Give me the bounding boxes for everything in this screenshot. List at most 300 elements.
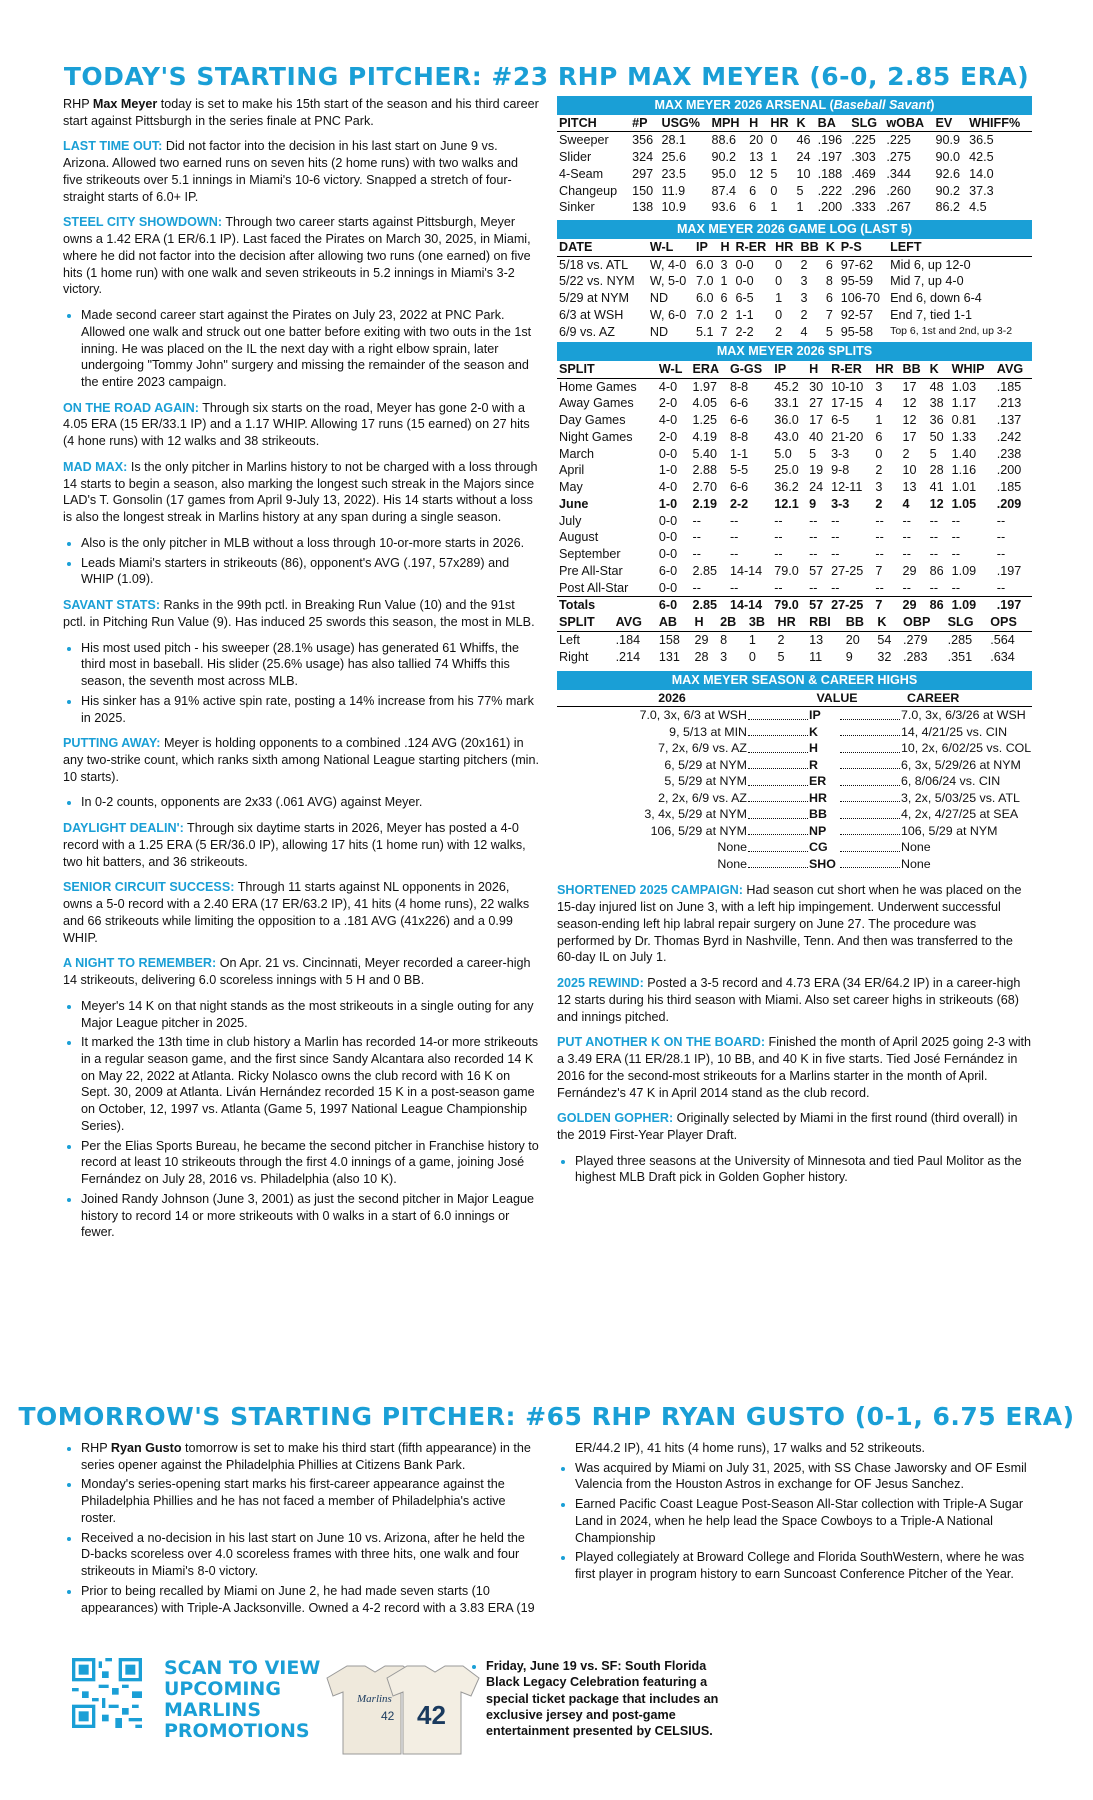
table-cell: -- bbox=[875, 547, 884, 562]
leader-dots bbox=[748, 790, 808, 803]
table-cell: Away Games bbox=[559, 396, 634, 411]
table-header-cell: BB bbox=[901, 361, 928, 378]
table-row bbox=[557, 446, 1032, 463]
table-cell: 30 bbox=[809, 379, 824, 394]
table-row bbox=[557, 378, 1032, 395]
table-cell: 12 bbox=[749, 166, 764, 181]
highs-stat: BB bbox=[809, 807, 827, 822]
section-bullets bbox=[557, 1153, 1032, 1186]
table-cell: 12 bbox=[902, 396, 917, 411]
table-cell: 33.1 bbox=[774, 396, 799, 411]
table-cell: .242 bbox=[996, 429, 1022, 444]
section-lead: MAD MAX: bbox=[63, 459, 128, 474]
bullet-item: • It marked the 13th time in club history a Marlin has recorded 14-or more strikeouts in a regular season game, and the first since Sandy Alcantara also recorded 14 K on May 22, 2022 at Atlanta. Ricky Nolasco owns the club record with 16 K on Sept. 30, 2009 at Atlanta. Liván Hernández recorded 15 K in a post-season game on October, 12, 1997 vs. Atlanta (Game 5, 1997 National League Championship Series). bbox=[81, 1034, 541, 1134]
table-cell: 8 bbox=[825, 274, 833, 289]
table-cell: .260 bbox=[886, 183, 911, 198]
leader-dots bbox=[748, 806, 808, 819]
table-row bbox=[557, 649, 1032, 666]
section-paragraph bbox=[63, 459, 541, 526]
table-cell: 6 bbox=[825, 257, 833, 272]
table-cell: .238 bbox=[996, 446, 1022, 461]
table-header-cell: SPLIT bbox=[557, 614, 614, 631]
table-header-cell: H bbox=[692, 614, 718, 631]
section-lead: PUT ANOTHER K ON THE BOARD: bbox=[557, 1035, 766, 1050]
table-cell: .344 bbox=[886, 166, 911, 181]
table-cell: 2 bbox=[775, 324, 783, 339]
table-cell: -- bbox=[774, 580, 783, 595]
highs-stat: K bbox=[809, 724, 818, 739]
highs-header bbox=[557, 690, 1032, 708]
table-cell: -- bbox=[729, 580, 739, 595]
table-cell: -- bbox=[692, 547, 701, 562]
table-cell: 29 bbox=[902, 563, 917, 578]
table-cell: .185 bbox=[996, 379, 1022, 394]
bullet-text: tomorrow is set to make his third start (fifth appearance) in the series opener against the Philadelphia Phillies at Citizens Bank Park. bbox=[81, 1441, 531, 1472]
table-cell: 90.2 bbox=[935, 183, 961, 198]
bullet-item: • Meyer's 14 K on that night stands as the most strikeouts in a single outing for any Major League pitcher in 2025. bbox=[81, 998, 541, 1031]
section-paragraph bbox=[63, 400, 541, 450]
table-cell: 27-25 bbox=[831, 563, 864, 578]
highs-season: 7, 2x, 6/9 vs. AZ bbox=[658, 741, 747, 756]
table-cell: 0 bbox=[770, 133, 778, 148]
table-cell: .185 bbox=[996, 480, 1022, 495]
arsenal-table bbox=[557, 115, 1032, 216]
table-cell: .279 bbox=[903, 632, 928, 647]
table-cell: September bbox=[559, 547, 621, 562]
table-cell: .275 bbox=[886, 150, 911, 165]
bullet-item: • In 0-2 counts, opponents are 2x33 (.061 AVG) against Meyer. bbox=[81, 794, 541, 811]
section-text: Through 11 starts against NL opponents in 2026, owns a 5-0 record with a 2.40 ERA (17 ER/63.2 IP), 41 hits (4 home runs), 22 walks and 66 strikeouts while limiting the opposition to a .181 AVG (41x226) and a 0.99 WHIP. bbox=[63, 880, 530, 945]
highs-header-season: 2026 bbox=[658, 690, 686, 705]
table-cell: -- bbox=[692, 580, 701, 595]
leader-dots bbox=[748, 757, 808, 770]
highs-career: 3, 2x, 5/03/25 vs. ATL bbox=[901, 790, 1020, 805]
table-cell: August bbox=[559, 530, 599, 545]
table-cell: 1-0 bbox=[658, 496, 678, 511]
table-cell: 2-0 bbox=[658, 429, 678, 444]
table-cell: 27-25 bbox=[829, 597, 873, 614]
table-header-cell: R-ER bbox=[829, 361, 873, 378]
highs-stat: HR bbox=[809, 790, 827, 805]
table-cell: 36.5 bbox=[969, 133, 994, 148]
table-row bbox=[557, 462, 1032, 479]
section-paragraph bbox=[63, 214, 541, 298]
table-cell: .184 bbox=[615, 632, 641, 647]
table-cell: 4 bbox=[902, 496, 910, 511]
leader-dots bbox=[748, 823, 808, 836]
table-cell: 6 bbox=[749, 200, 757, 215]
section-bullets bbox=[63, 307, 541, 391]
table-cell: 13 bbox=[809, 632, 824, 647]
table-row bbox=[557, 631, 1032, 648]
tomorrow-bullet bbox=[81, 1476, 541, 1526]
highs-stat: CG bbox=[809, 840, 828, 855]
scan-line: MARLINS bbox=[164, 1698, 262, 1721]
table-cell: 12.1 bbox=[774, 496, 799, 511]
table-cell: Totals bbox=[557, 597, 657, 614]
table-row bbox=[557, 563, 1032, 580]
table-cell: -- bbox=[831, 580, 840, 595]
table-cell: 1.03 bbox=[951, 379, 977, 394]
table-header-row bbox=[557, 239, 1032, 256]
table-cell: 2-0 bbox=[658, 396, 678, 411]
table-cell: 54 bbox=[877, 632, 892, 647]
table-cell: 4.19 bbox=[692, 429, 718, 444]
leader-dots bbox=[748, 740, 808, 753]
table-cell: 11 bbox=[809, 649, 823, 664]
table-row bbox=[557, 546, 1032, 563]
leader-dots bbox=[748, 839, 808, 852]
highs-stat: SHO bbox=[809, 856, 836, 871]
table-cell: 5/18 vs. ATL bbox=[559, 257, 629, 272]
table-cell: March bbox=[559, 446, 594, 461]
table-header-cell: 2B bbox=[718, 614, 747, 631]
section-paragraph bbox=[557, 975, 1032, 1025]
table-header-cell: HR bbox=[773, 239, 798, 256]
bullet-text: Received a no-decision in his last start on June 10 vs. Arizona, after he held the D-backs scoreless over 4.0 scoreless frames with three hits, one walk and four strikeouts in Miami's 8-0 victory. bbox=[81, 1530, 525, 1579]
table-row bbox=[557, 256, 1032, 273]
table-cell: Slider bbox=[559, 150, 592, 165]
table-header-row bbox=[557, 361, 1032, 378]
table-cell: 42.5 bbox=[969, 150, 994, 165]
table-cell: April bbox=[559, 463, 585, 478]
table-cell: 36.2 bbox=[774, 480, 799, 495]
section-lead: PUTTING AWAY: bbox=[63, 736, 161, 751]
table-cell: .303 bbox=[851, 150, 876, 165]
table-cell: 86 bbox=[929, 563, 944, 578]
table-cell: 90.0 bbox=[935, 150, 961, 165]
table-cell: 2-2 bbox=[729, 496, 749, 511]
table-cell: 46 bbox=[796, 133, 811, 148]
table-cell: 25.0 bbox=[774, 463, 799, 478]
table-cell: 0 bbox=[875, 446, 883, 461]
scan-line: UPCOMING bbox=[164, 1677, 281, 1700]
table-cell: 1.16 bbox=[951, 463, 977, 478]
table-header-cell: LEFT bbox=[888, 239, 1032, 256]
table-cell: .197 bbox=[996, 563, 1022, 578]
section-text: Through two career starts against Pittsburgh, Meyer owns a 1.42 ERA (1 ER/6.1 IP). Last faced the Pirates on March 30, 2025, in Miami, where he did not factor into the decision after allowing two runs (one earned) on five hits (1 home run) with one walk and seven strikeouts in 5.2 innings in Miami's 3-2 victory. bbox=[63, 215, 531, 297]
table-cell: -- bbox=[902, 547, 911, 562]
table-header-cell: G-GS bbox=[728, 361, 772, 378]
section-bullets bbox=[63, 794, 541, 811]
table-cell: 1 bbox=[748, 632, 756, 647]
table-cell: -- bbox=[996, 547, 1006, 562]
table-header-cell: AVG bbox=[995, 361, 1032, 378]
table-cell: 19 bbox=[809, 463, 824, 478]
tomorrow-pitcher-title: TOMORROW'S STARTING PITCHER: #65 RHP RYAN GUSTO (0-1, 6.75 ERA) bbox=[18, 1402, 1075, 1431]
highs-career: 4, 2x, 4/27/25 at SEA bbox=[901, 807, 1019, 822]
promo-event-text bbox=[472, 1658, 732, 1743]
table-cell: 5 bbox=[825, 324, 833, 339]
table-header-cell: USG% bbox=[660, 115, 710, 132]
table-cell: 43.0 bbox=[774, 429, 799, 444]
table-cell: 32 bbox=[877, 649, 892, 664]
right-column bbox=[557, 96, 1032, 1195]
table-cell: 3-3 bbox=[831, 496, 850, 511]
table-cell: 6-6 bbox=[729, 396, 749, 411]
table-cell: .137 bbox=[996, 413, 1022, 428]
highs-row bbox=[557, 773, 1032, 790]
table-cell: 14.0 bbox=[969, 166, 994, 181]
table-cell: Sweeper bbox=[559, 133, 609, 148]
table-cell: -- bbox=[902, 530, 911, 545]
table-cell: 0-0 bbox=[735, 274, 754, 289]
highs-row bbox=[557, 856, 1032, 873]
highs-season: None bbox=[717, 856, 747, 871]
table-cell: 24 bbox=[809, 480, 824, 495]
highs-row bbox=[557, 724, 1032, 741]
table-cell: W, 6-0 bbox=[649, 307, 687, 322]
jersey-right-number: 42 bbox=[417, 1700, 446, 1730]
table-cell: -- bbox=[875, 513, 884, 528]
highs-row bbox=[557, 839, 1032, 856]
table-cell: 1.17 bbox=[951, 396, 977, 411]
table-cell: 4 bbox=[800, 324, 808, 339]
table-cell: 95.0 bbox=[711, 166, 737, 181]
table-cell: 1.40 bbox=[951, 446, 977, 461]
table-cell: 50 bbox=[929, 429, 944, 444]
table-cell: Post All-Star bbox=[559, 580, 629, 595]
table-cell: 0 bbox=[775, 257, 783, 272]
highs-season: 7.0, 3x, 6/3 at WSH bbox=[639, 708, 747, 723]
table-cell: Night Games bbox=[559, 429, 633, 444]
table-cell: 36 bbox=[929, 413, 944, 428]
table-cell: .225 bbox=[886, 133, 911, 148]
table-cell: 17 bbox=[902, 429, 917, 444]
table-cell: 12 bbox=[902, 413, 917, 428]
table-cell: -- bbox=[902, 580, 911, 595]
section-text: Meyer is holding opponents to a combined .124 AVG (20x161) in any two-strike count, which ranks sixth among National League starting pitchers (min. 10 starts). bbox=[63, 736, 539, 784]
table-cell: 4.05 bbox=[692, 396, 718, 411]
leader-dots bbox=[748, 707, 808, 720]
leader-dots bbox=[840, 856, 900, 869]
table-header-cell: HR bbox=[768, 115, 794, 132]
highs-row bbox=[557, 707, 1032, 724]
table-cell: 3 bbox=[875, 480, 883, 495]
table-cell: 0-0 bbox=[735, 257, 754, 272]
table-cell: 95-59 bbox=[840, 274, 873, 289]
intro-paragraph bbox=[63, 96, 541, 129]
table-cell: 6-5 bbox=[735, 291, 754, 306]
table-cell: 12 bbox=[929, 496, 944, 511]
section-paragraph bbox=[63, 820, 541, 870]
table-cell: 5 bbox=[796, 183, 804, 198]
table-header-cell: H bbox=[719, 239, 734, 256]
table-cell: 9-8 bbox=[831, 463, 850, 478]
table-header-cell: DATE bbox=[557, 239, 648, 256]
table-cell: 2 bbox=[875, 463, 883, 478]
table-row bbox=[557, 496, 1032, 513]
table-cell: End 6, down 6-4 bbox=[890, 291, 982, 306]
table-cell: 1.33 bbox=[951, 429, 977, 444]
table-cell: 14-14 bbox=[729, 563, 763, 578]
left-column bbox=[63, 96, 541, 1250]
table-cell: 29 bbox=[694, 632, 709, 647]
bullet-item: • His most used pitch - his sweeper (28.1% usage) has generated 61 Whiffs, the third most in baseball. His slider (25.6% usage) has also tallied 74 Whiffs this season, the seventh most across MLB. bbox=[81, 640, 541, 690]
table-cell: 21-20 bbox=[831, 429, 864, 444]
leader-dots bbox=[840, 823, 900, 836]
table-cell: -- bbox=[729, 547, 739, 562]
section-text: Posted a 3-5 record and 4.73 ERA (34 ER/64.2 IP) in a career-high 12 starts during his third season with Miami. Also set career highs in strikeouts (68) and innings pitched. bbox=[557, 976, 1021, 1024]
section-lead: SENIOR CIRCUIT SUCCESS: bbox=[63, 880, 235, 895]
table-cell: .469 bbox=[851, 166, 876, 181]
section-paragraph bbox=[63, 138, 541, 205]
table-header-cell: HR bbox=[873, 361, 900, 378]
table-cell: 5-5 bbox=[729, 463, 749, 478]
leader-dots bbox=[748, 724, 808, 737]
table-cell: 2.85 bbox=[692, 563, 718, 578]
table-cell: 36.0 bbox=[774, 413, 799, 428]
table-cell: 2 bbox=[720, 307, 728, 322]
table-cell: -- bbox=[831, 530, 840, 545]
section-bullets bbox=[63, 640, 541, 727]
table-cell: W, 4-0 bbox=[649, 257, 687, 272]
highs-list bbox=[557, 690, 1032, 873]
bullet-item: • Leads Miami's starters in strikeouts (86), opponent's AVG (.197, 57x289) and WHIP (1.09). bbox=[81, 555, 541, 588]
table-cell: -- bbox=[996, 530, 1006, 545]
section-text: Is the only pitcher in Marlins history to not be charged with a loss through 14 starts to begin a season, also marking the longest such streak in the Majors since LAD's T. Gonsolin (17 games from April 9-July 13, 2022). His 14 starts without a loss is also the longest streak in Marlins history at any span during a single season. bbox=[63, 459, 538, 525]
table-cell: 0 bbox=[775, 307, 783, 322]
tomorrow-bullet: • Earned Pacific Coast League Post-Season All-Star collection with Triple-A Sugar Land in 2024, when he help lead the Space Cowboys to a Triple-A National Championship bbox=[575, 1496, 1033, 1546]
table-cell: 131 bbox=[658, 649, 680, 664]
table-cell: 2-2 bbox=[735, 324, 754, 339]
table-cell: 92.6 bbox=[935, 166, 961, 181]
table-cell: 87.4 bbox=[711, 183, 737, 198]
tomorrow-left bbox=[63, 1440, 541, 1619]
table-cell: 1.05 bbox=[951, 496, 977, 511]
tomorrow-right bbox=[557, 1440, 1033, 1586]
table-cell: 6 bbox=[720, 291, 728, 306]
table-cell: 38 bbox=[929, 396, 944, 411]
highs-season: 106, 5/29 at NYM bbox=[650, 823, 747, 838]
section-text: Originally selected by Miami in the first round (third overall) in the 2019 First-Year Player Draft. bbox=[557, 1111, 1018, 1143]
table-cell: Sinker bbox=[559, 200, 595, 215]
table-cell: 0-0 bbox=[658, 513, 678, 528]
table-cell: 3 bbox=[720, 649, 728, 664]
table-cell: 324 bbox=[632, 150, 654, 165]
section-text: Did not factor into the decision in his last start on June 9 vs. Arizona. Allowed two earned runs on seven hits (2 home runs) with two walks and five strikeouts over 5.1 innings in Miami's 10-6 victory. Snapped a stretch of four-straight starts of 6.0+ IP. bbox=[63, 139, 519, 204]
table-cell: 40 bbox=[809, 429, 824, 444]
table-header-cell: 3B bbox=[747, 614, 776, 631]
table-cell: 4-0 bbox=[658, 413, 678, 428]
table-cell: 9 bbox=[845, 649, 853, 664]
table-row bbox=[557, 479, 1032, 496]
highs-career: 7.0, 3x, 6/3/26 at WSH bbox=[901, 708, 1026, 723]
table-cell: ND bbox=[649, 291, 669, 306]
table-cell: .197 bbox=[817, 150, 843, 165]
table-cell: 5.0 bbox=[774, 446, 792, 461]
table-cell: -- bbox=[729, 513, 739, 528]
section-paragraph bbox=[63, 735, 541, 785]
table-cell: 1.09 bbox=[950, 597, 995, 614]
highs-stat: H bbox=[809, 741, 818, 756]
table-cell: 4-0 bbox=[658, 379, 678, 394]
table-cell: 95-58 bbox=[840, 324, 873, 339]
table-cell: 6 bbox=[875, 429, 883, 444]
table-cell: 6-6 bbox=[729, 413, 749, 428]
bullet-item: • Per the Elias Sports Bureau, he became the second pitcher in Franchise history to record at least 10 strikeouts through the first 4.0 innings of a game, joining José Fernández on July 28, 2016 vs. Philadelphia (also 10 K). bbox=[81, 1138, 541, 1188]
table-cell: .296 bbox=[851, 183, 876, 198]
highs-row bbox=[557, 823, 1032, 840]
table-cell: 7 bbox=[873, 597, 900, 614]
table-cell: 13 bbox=[902, 480, 917, 495]
table-cell: 2 bbox=[800, 257, 808, 272]
highs-season: None bbox=[717, 840, 747, 855]
table-cell: 2 bbox=[777, 632, 785, 647]
leader-dots bbox=[840, 790, 900, 803]
left-sections bbox=[63, 138, 541, 1241]
bullet-text: Monday's series-opening start marks his first-career appearance against the Philadelphia Phillies and he has not faced a member of Philadelphia's active roster. bbox=[81, 1477, 506, 1525]
table-cell: 1 bbox=[775, 291, 783, 306]
table-cell: 6-0 bbox=[657, 597, 691, 614]
table-cell: 20 bbox=[749, 133, 764, 148]
table-header-cell: WHIFF% bbox=[967, 115, 1032, 132]
promo-event: • Friday, June 19 vs. SF: South Florida Black Legacy Celebration featuring a special ticket package that includes an exclusive jersey and post-game entertainment presented by CELSIUS. bbox=[486, 1658, 732, 1740]
table-cell: 0.81 bbox=[951, 413, 977, 428]
qr-code-icon[interactable] bbox=[72, 1658, 142, 1728]
table-cell: .222 bbox=[817, 183, 843, 198]
highs-season: 6, 5/29 at NYM bbox=[664, 757, 747, 772]
highs-season: 2, 2x, 6/9 vs. AZ bbox=[658, 790, 747, 805]
table-header-cell: OBP bbox=[901, 614, 946, 631]
jersey-left-number: 42 bbox=[381, 1709, 395, 1723]
table-cell: 0-0 bbox=[658, 580, 678, 595]
table-cell: 28.1 bbox=[661, 133, 687, 148]
tomorrow-bullet: • Was acquired by Miami on July 31, 2025, with SS Chase Jaworsky and OF Esmil Valencia from the Houston Astros in exchange for OF Jesus Sanchez. bbox=[575, 1460, 1033, 1493]
table-cell: W, 5-0 bbox=[649, 274, 687, 289]
table-cell: -- bbox=[692, 530, 701, 545]
section-text: Finished the month of April 2025 going 2-3 with a 3.49 ERA (11 ER/28.1 IP), 10 BB, and 40 K in five starts. Tied José Fernández in 2016 for the second-most strikeouts for a Marlins starter in the month of April. Fernández's 47 K in April 2014 stand as the club record. bbox=[557, 1035, 1032, 1100]
tomorrow-bullet bbox=[81, 1583, 541, 1616]
tomorrow-bullet bbox=[81, 1530, 541, 1580]
table-cell: July bbox=[559, 513, 582, 528]
section-bullets bbox=[63, 535, 541, 588]
table-cell: 11.9 bbox=[661, 183, 686, 198]
table-cell: 1-1 bbox=[729, 446, 749, 461]
leader-dots bbox=[840, 773, 900, 786]
table-cell: 8 bbox=[720, 632, 728, 647]
highs-season: 3, 4x, 5/29 at NYM bbox=[644, 807, 747, 822]
table-cell: 5.1 bbox=[695, 324, 714, 339]
table-header-cell: PITCH bbox=[557, 115, 630, 132]
table-cell: -- bbox=[809, 547, 818, 562]
table-cell: .225 bbox=[851, 133, 876, 148]
table-row bbox=[557, 412, 1032, 429]
table-cell: 12-11 bbox=[831, 480, 863, 495]
highs-stat: NP bbox=[809, 823, 827, 838]
table-cell: 2 bbox=[875, 496, 883, 511]
table-cell: 20 bbox=[845, 632, 860, 647]
table-cell: .200 bbox=[817, 200, 843, 215]
highs-stat: ER bbox=[809, 774, 827, 789]
table-cell: -- bbox=[902, 513, 911, 528]
table-cell: 86.2 bbox=[935, 200, 961, 215]
table-cell: -- bbox=[831, 513, 840, 528]
table-cell: 2.88 bbox=[692, 463, 718, 478]
tomorrow-bullet bbox=[81, 1440, 541, 1473]
table-cell: 297 bbox=[632, 166, 654, 181]
table-cell: -- bbox=[692, 513, 701, 528]
bullet-pre: RHP bbox=[81, 1441, 111, 1455]
table-header-cell: BA bbox=[816, 115, 850, 132]
table-cell: 13 bbox=[749, 150, 764, 165]
splits-table bbox=[557, 361, 1032, 614]
table-cell: 57 bbox=[807, 597, 829, 614]
table-cell: 6 bbox=[825, 291, 833, 306]
table-cell: 2.19 bbox=[692, 496, 718, 511]
section-text: On Apr. 21 vs. Cincinnati, Meyer recorded a career-high 14 strikeouts, delivering 6.0 scoreless innings with 5 H and 0 BB. bbox=[63, 956, 531, 988]
table-cell: 41 bbox=[929, 480, 944, 495]
